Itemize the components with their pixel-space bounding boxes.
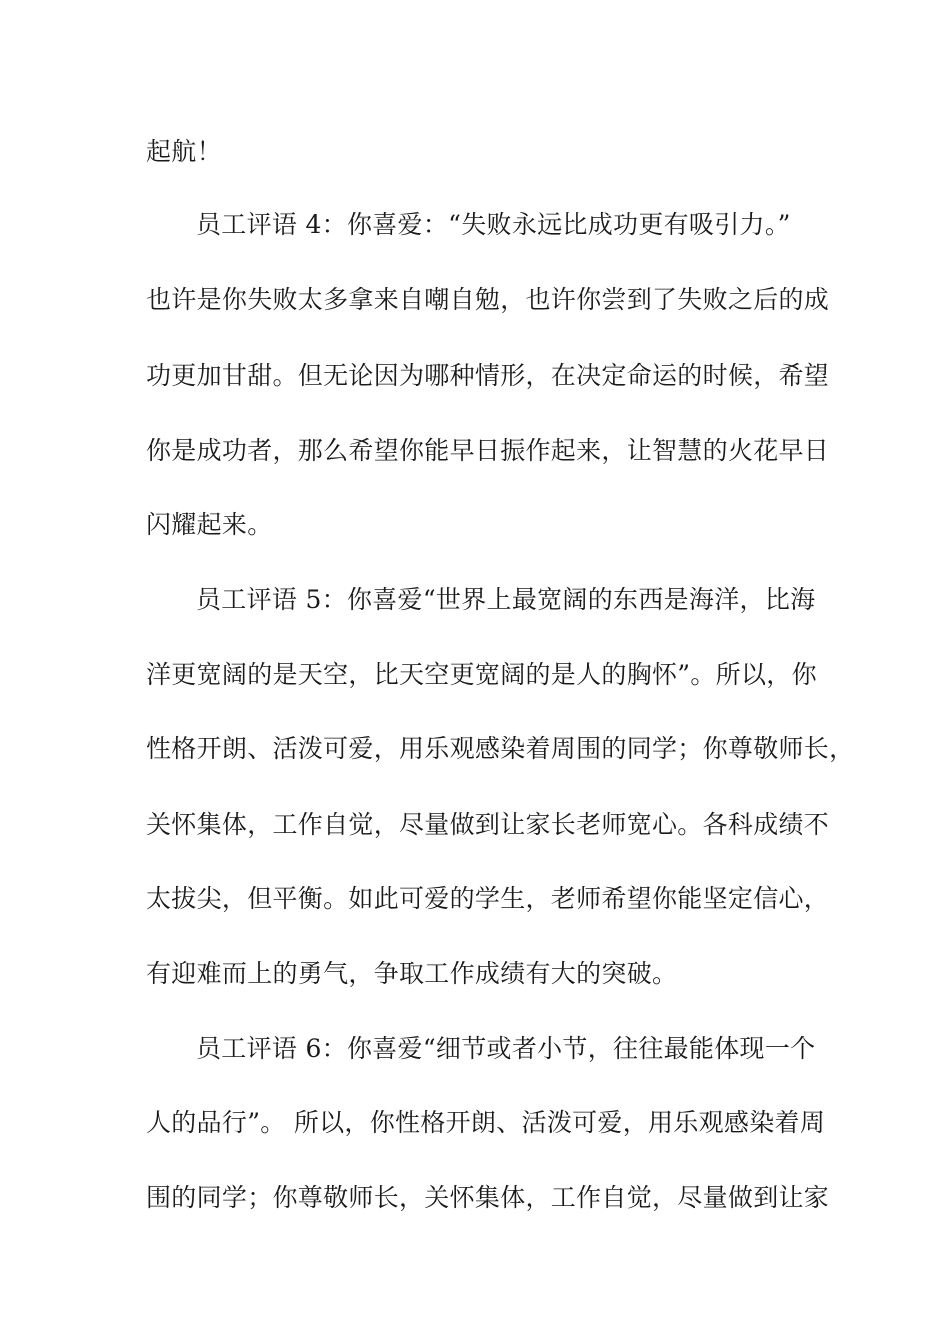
text-line: 功更加甘甜。但无论因为哪种情形，在决定命运的时候，希望 bbox=[146, 361, 830, 390]
paragraph-heading: 员工评语 5：你喜爱“世界上最宽阔的东西是海洋，比海 bbox=[196, 585, 816, 614]
text-line: 起航！ bbox=[146, 137, 222, 166]
text-line: 太拔尖，但平衡。如此可爱的学生，老师希望你能坚定信心， bbox=[146, 884, 830, 913]
text-line: 围的同学；你尊敬师长，关怀集体，工作自觉，尽量做到让家 bbox=[146, 1183, 830, 1212]
text-line: 你是成功者，那么希望你能早日振作起来，让智慧的火花早日 bbox=[146, 436, 830, 465]
text-line: 关怀集体，工作自觉，尽量做到让家长老师宽心。各科成绩不 bbox=[146, 810, 830, 839]
paragraph-heading: 员工评语 6：你喜爱“细节或者小节，往往最能体现一个 bbox=[196, 1034, 816, 1063]
text-line: 也许是你失败太多拿来自嘲自勉，也许你尝到了失败之后的成 bbox=[146, 285, 830, 314]
text-line: 性格开朗、活泼可爱，用乐观感染着周围的同学；你尊敬师长， bbox=[146, 734, 855, 763]
text-line: 洋更宽阔的是天空，比天空更宽阔的是人的胸怀”。所以，你 bbox=[146, 660, 817, 689]
text-line: 人的品行”。 所以，你性格开朗、活泼可爱，用乐观感染着周 bbox=[146, 1108, 826, 1137]
text-line: 闪耀起来。 bbox=[146, 510, 273, 539]
text-line: 有迎难而上的勇气，争取工作成绩有大的突破。 bbox=[146, 959, 678, 988]
paragraph-heading: 员工评语 4：你喜爱：“失败永远比成功更有吸引力。” bbox=[196, 210, 791, 239]
